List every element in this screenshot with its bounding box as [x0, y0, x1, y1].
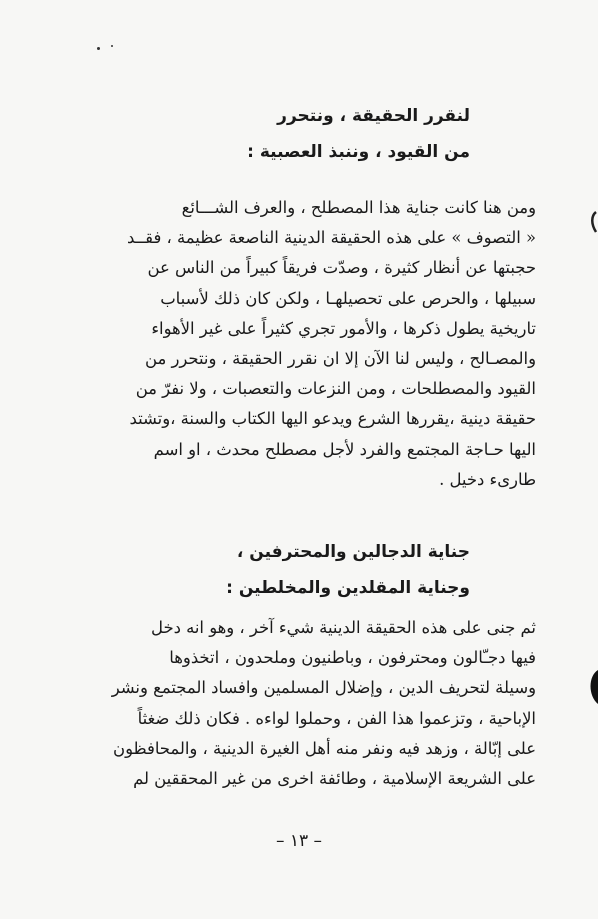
text-line: تاريخية يطول ذكرها ، والأمور تجري كثيراً على غير الأهواء [151, 318, 536, 338]
text-line: على إبّالة ، وزهد فيه ونفر منه أهل الغيرة الدينية ، والمحافظون [113, 738, 536, 758]
edge-mark-right [588, 210, 598, 234]
paragraph-2 [74, 613, 536, 794]
text-line: سبيلها ، والحرص على تحصيلهـا ، ولكن كان ذلك لأسباب [160, 288, 536, 308]
text-line: والمصـالح ، وليس لنا الآن إلا ان نقرر الحقيقة ، ونتحرر من [144, 349, 536, 369]
heading-line: وجناية المقلدين والمخلطين : [226, 578, 470, 598]
page-number: – ١٣ – [275, 831, 323, 851]
text-line: ثم جنى على هذه الحقيقة الدينية شيء آخر ، وهو انه دخل [151, 618, 536, 637]
text-line: وسيلة لتحريف الدين ، وإضلال المسلمين وافساد المجتمع ونشر [111, 678, 536, 698]
text-line: الإباحية ، وتزعموا هذا الفن ، وحملوا لواءه . فكان ذلك ضغثاً [137, 708, 536, 728]
section-heading-1 [50, 98, 470, 170]
section-heading-2 [50, 534, 470, 606]
page-speck [111, 45, 113, 47]
paragraph-1 [74, 193, 536, 495]
text-line: حقيقة دينية ،يقررها الشرع ويدعو اليها الكتاب والسنة ،وتشتد [129, 409, 536, 429]
text-line: حجبتها عن أنظار كثيرة ، وصدّت فريقاً كبيراً من الناس عن [147, 258, 536, 278]
text-line: القيود والمصطلحات ، ومن النزعات والتعصبات ، ولا نفرّ من [135, 379, 536, 399]
text-line: فيها دجـّالون ومحترفون ، وباطنيون وملحدون ، اتخذوها [169, 648, 536, 668]
page-speck [97, 47, 100, 50]
text-line: « التصوف » على هذه الحقيقة الدينية الناصعة عظيمة ، فقــد [126, 228, 536, 248]
edge-blot-right [586, 670, 598, 704]
text-line: اليها حـاجة المجتمع والفرد لأجل مصطلح محدث ، او اسم [153, 439, 536, 459]
heading-line: من القيود ، وننبذ العصبية : [247, 142, 470, 162]
heading-line: لنقرر الحقيقة ، ونتحرر [277, 106, 470, 126]
heading-line: جناية الدجالين والمحترفين ، [236, 542, 470, 562]
text-line: طارىء دخيل . [439, 469, 536, 489]
text-line: على الشريعة الإسلامية ، وطائفة اخرى من غير المحققين لم [133, 769, 536, 789]
text-line: ومن هنا كانت جناية هذا المصطلح ، والعرف الشـــائع [181, 198, 536, 217]
